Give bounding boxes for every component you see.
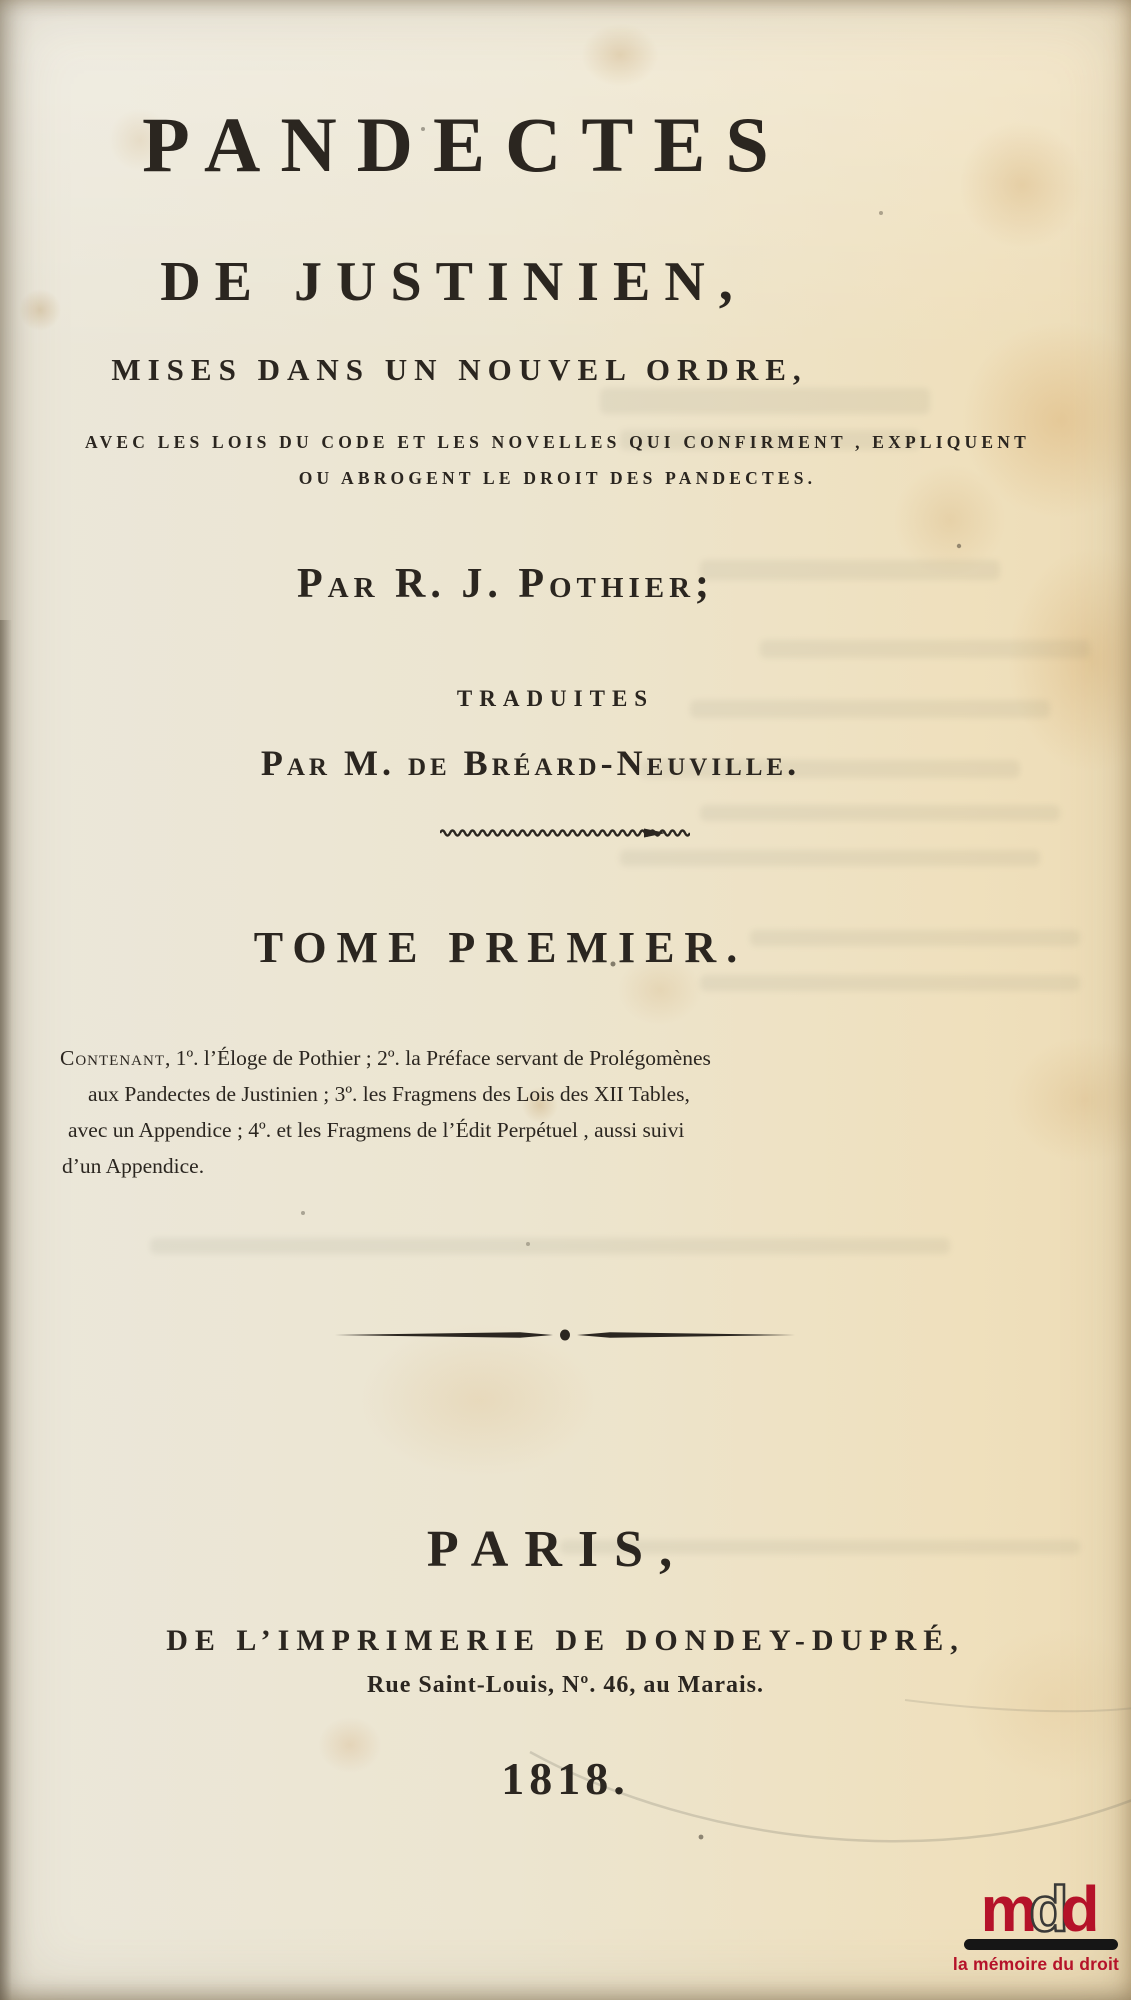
contents-line3: avec un Appendice ; 4º. et les Fragmens de l’Édit Perpétuel , aussi suivi [68,1118,685,1142]
contents-line2: aux Pandectes de Justinien ; 3º. les Fragmens des Lois des XII Tables, [88,1082,690,1106]
book-title-line2: DE JUSTINIEN, [160,251,747,313]
author-line: Par R. J. Pothier; [296,561,715,607]
squiggle-rule-graphic [440,824,690,838]
contents-line4: d’un Appendice. [62,1154,205,1178]
edition-note-line1: AVEC LES LOIS DU CODE ET LES NOVELLES QUI CONFIRMENT , EXPLIQUENT [85,432,1030,452]
printer-line: DE L’IMPRIMERIE DE DONDEY-DUPRÉ, [166,1624,965,1657]
mdd-letter-m: m [980,1873,1030,1945]
divider-ornament-graphic [335,1326,795,1344]
year-line: 1818. [501,1753,630,1804]
bleed-through-smudge [700,975,1080,991]
translator-line: Par M. de Bréard-Neuville. [260,743,801,783]
bleed-through-smudge [600,388,930,414]
mdd-letter-d: d [1060,1873,1092,1945]
volume-label: TOME PREMIER. [253,923,748,972]
edition-note-line2: OU ABROGENT LE DROIT DES PANDECTES. [298,468,817,488]
contents-line1 [60,1040,1078,1076]
bleed-through-smudge [760,640,1090,658]
contents-line1-rest: , 1º. l’Éloge de Pothier ; 2º. la Préface servant de Prolégomènes [165,1046,711,1070]
mdd-letter-d-outline: d [1029,1873,1061,1945]
printer-address: Rue Saint-Louis, Nº. 46, au Marais. [367,1672,764,1698]
ink-flecks [0,0,2,2]
contents-paragraph [60,1040,1078,1184]
bleed-through-smudge [620,850,1040,866]
mdd-logo-tagline: la mémoire du droit [952,1954,1120,1975]
translated-label: TRADUITES [456,686,655,711]
bleed-through-smudge [150,1238,950,1254]
contents-lead-word: Contenant [60,1046,165,1070]
divider-ornament [335,1326,795,1349]
mdd-logo-letters [950,1873,1122,1945]
mdd-watermark-logo [950,1873,1122,1975]
squiggle-rule [440,824,690,843]
city-line: PARIS, [426,1521,689,1578]
bleed-through-smudge [700,805,1060,821]
book-title: PANDECTES [142,101,789,188]
book-subtitle: MISES DANS UN NOUVEL ORDRE, [111,352,808,387]
